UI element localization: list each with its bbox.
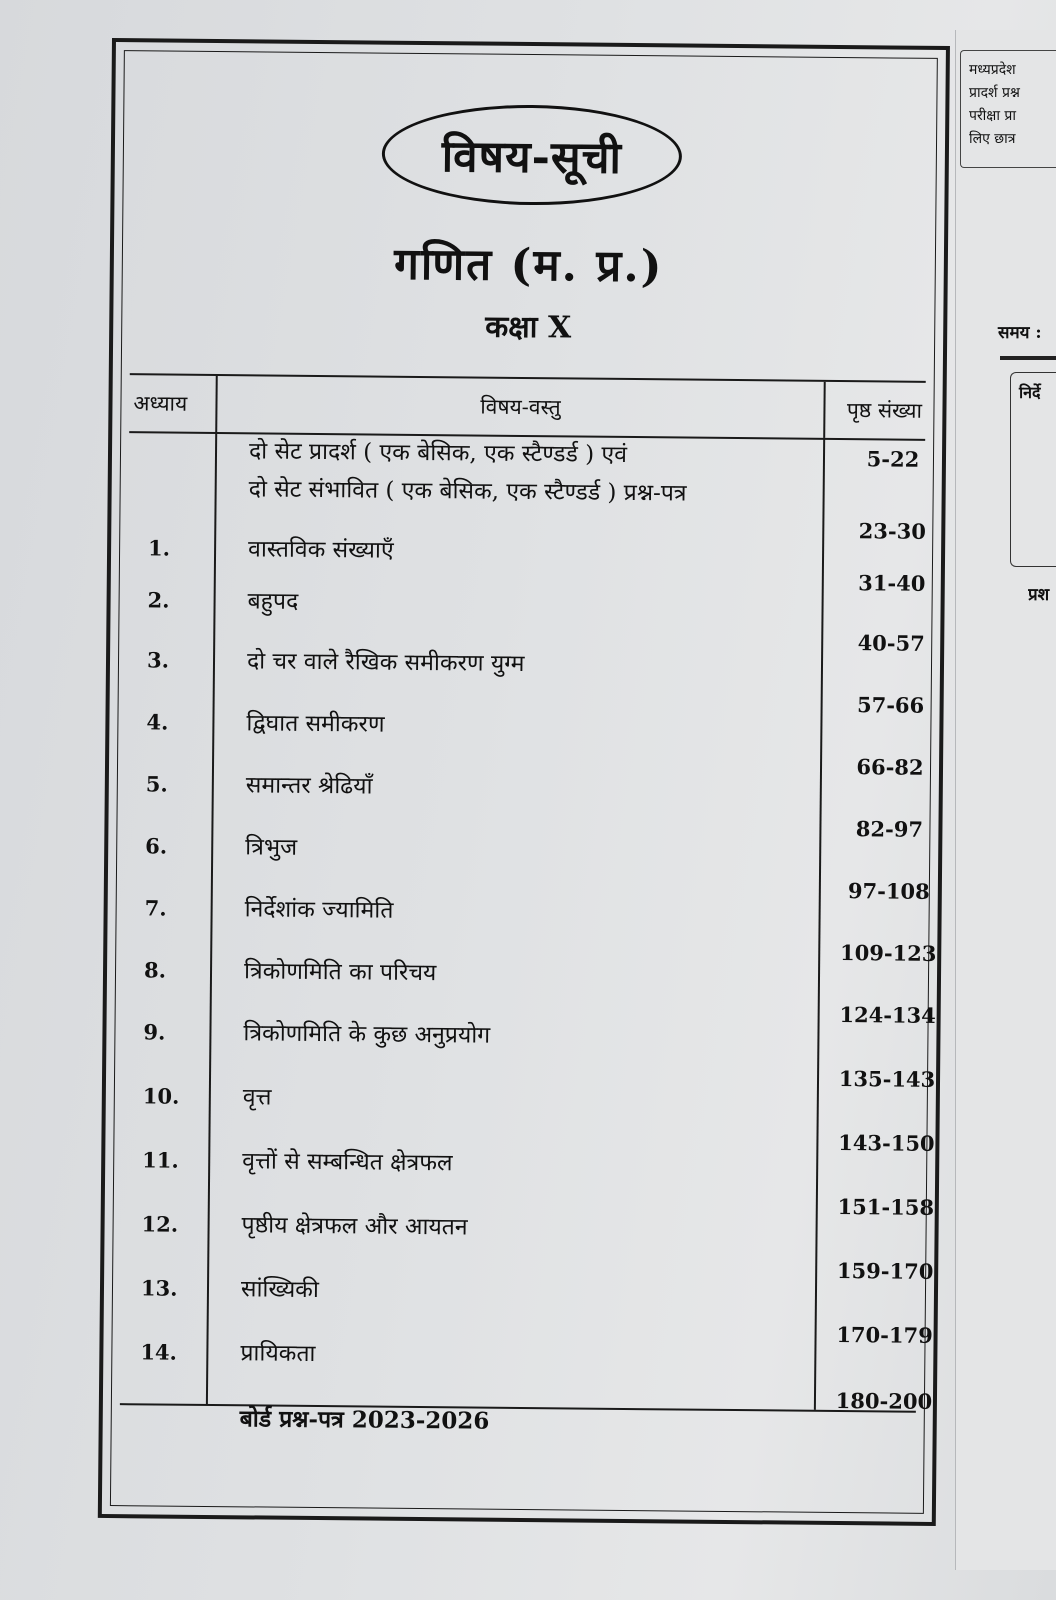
header-topic: विषय-वस्तु xyxy=(480,394,561,420)
page-range: 31-40 xyxy=(858,570,926,596)
chapter-topic: वृत्तों से सम्बन्धित क्षेत्रफल xyxy=(242,1148,453,1177)
table-row xyxy=(123,995,936,1063)
table-row xyxy=(124,933,937,1001)
page-range: 170-179 xyxy=(836,1322,933,1348)
chapter-topic: सांख्यिकी xyxy=(240,1276,320,1304)
chapter-topic: बोर्ड प्रश्न-पत्र 2023-2026 xyxy=(239,1405,490,1435)
subject-title: गणित (म. प्र.) xyxy=(393,238,664,293)
page-range: 23-30 xyxy=(858,518,926,544)
table-row xyxy=(120,1315,933,1383)
chapter-number: 9. xyxy=(143,1019,166,1045)
header-chapter: अध्याय xyxy=(133,391,188,416)
chapter-number xyxy=(149,455,209,456)
chapter-number: 14. xyxy=(140,1339,178,1365)
adjacent-note-line: लिए छात्र xyxy=(969,131,1016,147)
chapter-number: 2. xyxy=(147,587,170,613)
adjacent-page-note-box xyxy=(960,50,1056,168)
page-range: 66-82 xyxy=(856,754,924,780)
table-row xyxy=(122,1123,935,1191)
chapter-topic: प्रायिकता xyxy=(240,1340,316,1368)
adjacent-instructions-label: निर्दे xyxy=(1019,383,1041,402)
page-range: 124-134 xyxy=(839,1002,936,1028)
page-range: 180-200 xyxy=(835,1388,933,1414)
chapter-topic: वृत्त xyxy=(242,1084,272,1111)
adjacent-divider xyxy=(1000,356,1056,360)
table-body xyxy=(120,431,937,1435)
table-row xyxy=(126,685,923,753)
chapter-topic: त्रिकोणमिति के कुछ अनुप्रयोग xyxy=(243,1020,491,1049)
contents-frame xyxy=(98,38,950,1526)
contents-table xyxy=(120,373,937,1435)
chapter-topic xyxy=(248,432,809,513)
table-row xyxy=(124,871,930,939)
page-range: 5-22 xyxy=(866,446,920,472)
chapter-number: 1. xyxy=(147,535,171,561)
contents-inner-frame xyxy=(110,50,938,1514)
adjacent-time-label: समय : xyxy=(998,323,1042,343)
page-range: 82-97 xyxy=(855,816,924,842)
chapter-topic: त्रिभुज xyxy=(245,834,298,861)
chapter-topic: निर्देशांक ज्यामिति xyxy=(244,896,394,924)
adjacent-note-line: प्रादर्श प्रश्न xyxy=(969,85,1020,101)
adjacent-note-line: परीक्षा प्रा xyxy=(969,108,1017,124)
page-range: 159-170 xyxy=(836,1258,934,1284)
adjacent-instructions-box xyxy=(1010,372,1056,567)
topic-line: दो सेट संभावित ( एक बेसिक, एक स्टैण्डर्ड ) प्रश्न-पत्र xyxy=(248,476,687,507)
chapter-number: 8. xyxy=(143,957,167,983)
table-row xyxy=(126,747,923,815)
page-range: 151-158 xyxy=(837,1194,935,1220)
chapter-topic: बहुपद xyxy=(247,588,299,615)
chapter-number: 5. xyxy=(145,771,168,797)
chapter-number: 4. xyxy=(146,709,169,735)
chapter-number: 7. xyxy=(144,895,167,921)
page-range: 109-123 xyxy=(839,940,937,966)
page-range: 97-108 xyxy=(847,878,930,904)
table-row xyxy=(121,1251,934,1319)
page-title: विषय-सूची xyxy=(381,104,682,207)
page-range: 143-150 xyxy=(838,1130,935,1156)
chapter-number: 10. xyxy=(142,1083,180,1109)
table-header xyxy=(129,373,926,441)
chapter-number xyxy=(140,1405,200,1406)
adjacent-question-label: प्रश xyxy=(1028,585,1050,605)
table-row xyxy=(120,1381,933,1449)
table-row xyxy=(123,1059,936,1127)
topic-line: दो सेट प्रादर्श ( एक बेसिक, एक स्टैण्डर्ड ) एवं xyxy=(248,438,628,468)
table-row xyxy=(127,563,924,631)
header-page-number: पृष्ठ संख्या xyxy=(846,398,923,423)
chapter-number: 6. xyxy=(145,833,168,859)
table-row xyxy=(125,809,922,877)
table-row xyxy=(127,623,924,691)
chapter-number: 3. xyxy=(146,647,170,673)
chapter-number: 12. xyxy=(141,1211,179,1237)
chapter-number: 13. xyxy=(140,1275,178,1301)
page-range: 57-66 xyxy=(856,692,925,718)
table-row xyxy=(121,1187,935,1255)
chapter-topic: त्रिकोणमिति का परिचय xyxy=(243,958,437,987)
chapter-topic: पृष्ठीय क्षेत्रफल और आयतन xyxy=(241,1212,468,1241)
chapter-topic: दो चर वाले रैखिक समीकरण युग्म xyxy=(246,648,525,677)
page-range: 135-143 xyxy=(838,1066,936,1092)
chapter-topic: द्विघात समीकरण xyxy=(246,710,385,738)
class-label: कक्षा X xyxy=(485,309,572,346)
adjacent-note-line: मध्यप्रदेश xyxy=(969,62,1016,78)
chapter-topic: वास्तविक संख्याएँ xyxy=(247,536,394,564)
table-row xyxy=(128,431,925,523)
adjacent-page xyxy=(955,30,1056,1570)
chapter-topic: समान्तर श्रेढियाँ xyxy=(245,772,373,800)
chapter-number: 11. xyxy=(142,1147,179,1173)
page-range: 40-57 xyxy=(857,630,925,656)
